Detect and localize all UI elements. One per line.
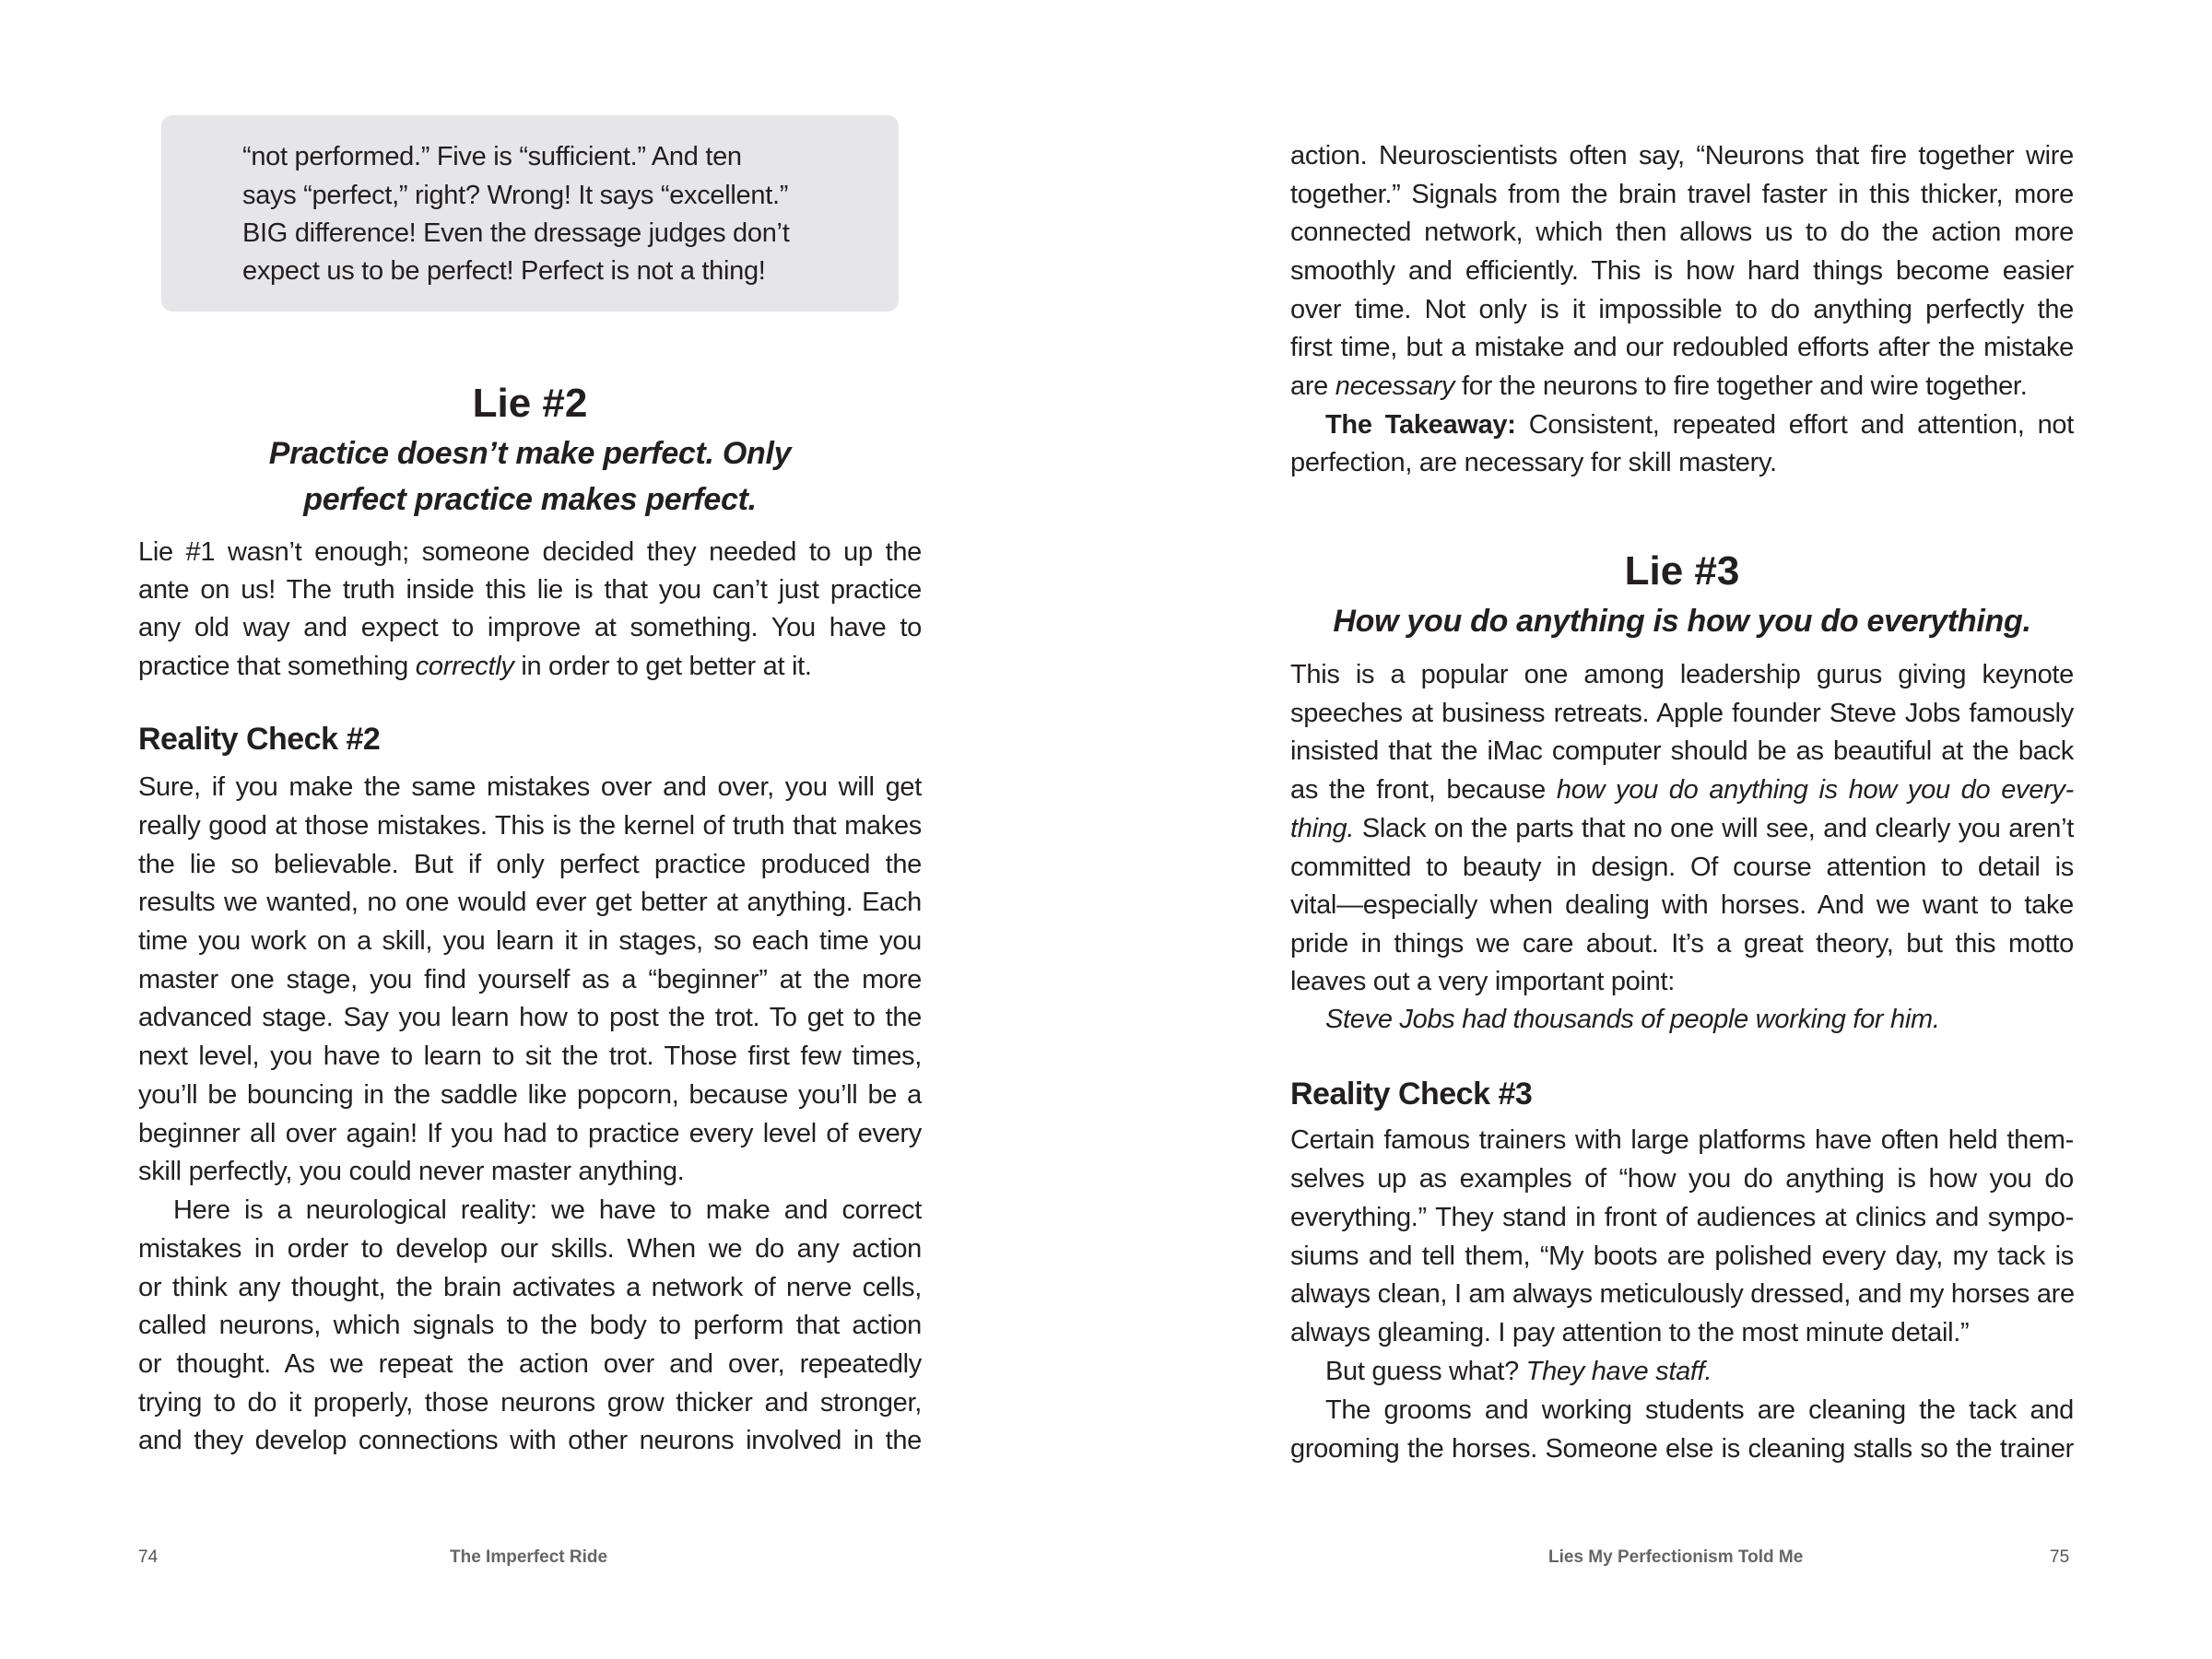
body-line: siums and tell them, “My boots are polished every day, my tack is: [1290, 1241, 2074, 1271]
body-line: or thought. As we repeat the action over and over, repeatedly: [138, 1349, 922, 1379]
body-line: Here is a neurological reality: we have to make and correct: [173, 1195, 922, 1225]
callout-line: says “perfect,” right? Wrong! It says “excellent.”: [242, 181, 789, 210]
body-line: trying to do it properly, those neurons grow thicker and stronger,: [138, 1388, 922, 1418]
body-line: master one stage, you find yourself as a “beginner” at the more: [138, 965, 922, 994]
body-line: [1290, 812, 2074, 845]
body-line: smoothly and efficiently. This is how hard things become easier: [1290, 256, 2074, 286]
callout-line: “not performed.” Five is “sufficient.” And ten: [242, 142, 742, 171]
body-line: perfection, are necessary for skill mastery.: [1290, 448, 1777, 477]
lie2-title: Lie #2: [472, 381, 588, 426]
text: are: [1290, 371, 1335, 401]
body-line: advanced stage. Say you learn how to post the trot. To get to the: [138, 1003, 922, 1032]
text: practice that something: [138, 652, 416, 681]
body-line: speeches at business retreats. Apple founder Steve Jobs famously: [1290, 699, 2074, 728]
body-line: leaves out a very important point:: [1290, 967, 1675, 996]
body-line: committed to beauty in design. Of course attention to detail is: [1290, 853, 2074, 882]
emphasis: correctly: [415, 652, 514, 681]
reality-check2-title: Reality Check #2: [138, 722, 381, 757]
text: Consistent, repeated effort and attention, not: [1515, 410, 2075, 440]
emphasis: thing.: [1290, 814, 1355, 843]
body-line: or think any thought, the brain activates a network of nerve cells,: [138, 1273, 922, 1302]
reality-check3-title: Reality Check #3: [1290, 1077, 1533, 1112]
lie3-subtitle: How you do anything is how you do everything.: [1333, 604, 2031, 639]
page-number: 75: [2050, 1547, 2070, 1567]
callout-line: BIG difference! Even the dressage judges don’t: [242, 218, 790, 248]
body-line: [138, 650, 922, 683]
takeaway-line: [1290, 408, 2074, 441]
emphasis: Steve Jobs had thousands of people working for him.: [1325, 1005, 1940, 1034]
body-line: ante on us! The truth inside this lie is that you can’t just practice: [138, 575, 922, 605]
emphasis: necessary: [1335, 371, 1455, 401]
body-line: everything.” They stand in front of audiences at clinics and sympo-: [1290, 1203, 2074, 1232]
lie3-title: Lie #3: [1624, 548, 1740, 594]
body-line: selves up as examples of “how you do anything is how you do: [1290, 1164, 2074, 1194]
body-line: Sure, if you make the same mistakes over and over, you will get: [138, 772, 922, 802]
body-line: and they develop connections with other neurons involved in the: [138, 1426, 922, 1455]
body-line: called neurons, which signals to the body to perform that action: [138, 1311, 922, 1340]
body-line: any old way and expect to improve at something. You have to: [138, 613, 922, 642]
body-line: results we wanted, no one would ever get better at anything. Each: [138, 888, 922, 917]
body-line: grooming the horses. Someone else is cleaning stalls so the trainer: [1290, 1434, 2074, 1464]
body-line: really good at those mistakes. This is the kernel of truth that makes: [138, 811, 922, 841]
body-line: skill perfectly, you could never master anything.: [138, 1157, 685, 1186]
lie2-subtitle: Practice doesn’t make perfect. Only: [268, 436, 792, 471]
body-line: you’ll be bouncing in the saddle like popcorn, because you’ll be a: [138, 1080, 922, 1110]
body-line: time you work on a skill, you learn it in stages, so each time you: [138, 926, 922, 956]
text: Slack on the parts that no one will see, and clearly you aren’t: [1354, 814, 2074, 843]
body-line: pride in things we care about. It’s a great theory, but this motto: [1290, 929, 2074, 959]
text: for the neurons to fire together and wire together.: [1454, 371, 2028, 401]
running-head: The Imperfect Ride: [450, 1547, 608, 1567]
body-line: vital—especially when dealing with horses. And we want to take: [1290, 890, 2074, 920]
page-number: 74: [138, 1547, 159, 1567]
takeaway-label: The Takeaway:: [1325, 410, 1516, 440]
body-line: action. Neuroscientists often say, “Neurons that fire together wire: [1290, 141, 2074, 171]
body-line: Certain famous trainers with large platforms have often held them-: [1290, 1125, 2074, 1155]
body-line: over time. Not only is it impossible to do anything perfectly the: [1290, 295, 2074, 324]
body-line: the lie so believable. But if only perfect practice produced the: [138, 850, 922, 879]
body-line: insisted that the iMac computer should be as beautiful at the back: [1290, 736, 2074, 766]
body-line: [1290, 773, 2074, 806]
text: in order to get better at it.: [513, 652, 812, 681]
body-line: beginner all over again! If you had to practice every level of every: [138, 1119, 922, 1148]
body-line: connected network, which then allows us to do the action more: [1290, 218, 2074, 247]
body-line: always gleaming. I pay attention to the most minute detail.”: [1290, 1318, 1970, 1347]
callout-line: expect us to be perfect! Perfect is not a thing!: [242, 256, 766, 286]
body-line: This is a popular one among leadership gurus giving keynote: [1290, 660, 2074, 689]
body-line: The grooms and working students are cleaning the tack and: [1325, 1395, 2074, 1425]
body-line: together.” Signals from the brain travel faster in this thicker, more: [1290, 180, 2074, 209]
body-line: always clean, I am always meticulously dressed, and my horses are: [1290, 1279, 2075, 1309]
body-line: next level, you have to learn to sit the trot. Those first few times,: [138, 1041, 922, 1071]
text: as the front, because: [1290, 775, 1557, 805]
text: But guess what?: [1325, 1357, 1526, 1386]
emphasis: how you do anything is how you do every-: [1556, 775, 2074, 805]
body-line: [1290, 370, 2074, 403]
body-line: Lie #1 wasn’t enough; someone decided they needed to up the: [138, 537, 922, 567]
body-line: first time, but a mistake and our redoubled efforts after the mistake: [1290, 333, 2074, 362]
body-line: [1290, 1355, 2074, 1388]
right-page: [1106, 0, 2212, 1659]
quote-line: [1290, 1003, 2074, 1036]
lie2-subtitle: perfect practice makes perfect.: [303, 482, 757, 517]
emphasis: They have staff.: [1525, 1357, 1712, 1386]
body-line: mistakes in order to develop our skills. When we do any action: [138, 1234, 922, 1264]
running-head: Lies My Perfectionism Told Me: [1548, 1547, 1804, 1567]
